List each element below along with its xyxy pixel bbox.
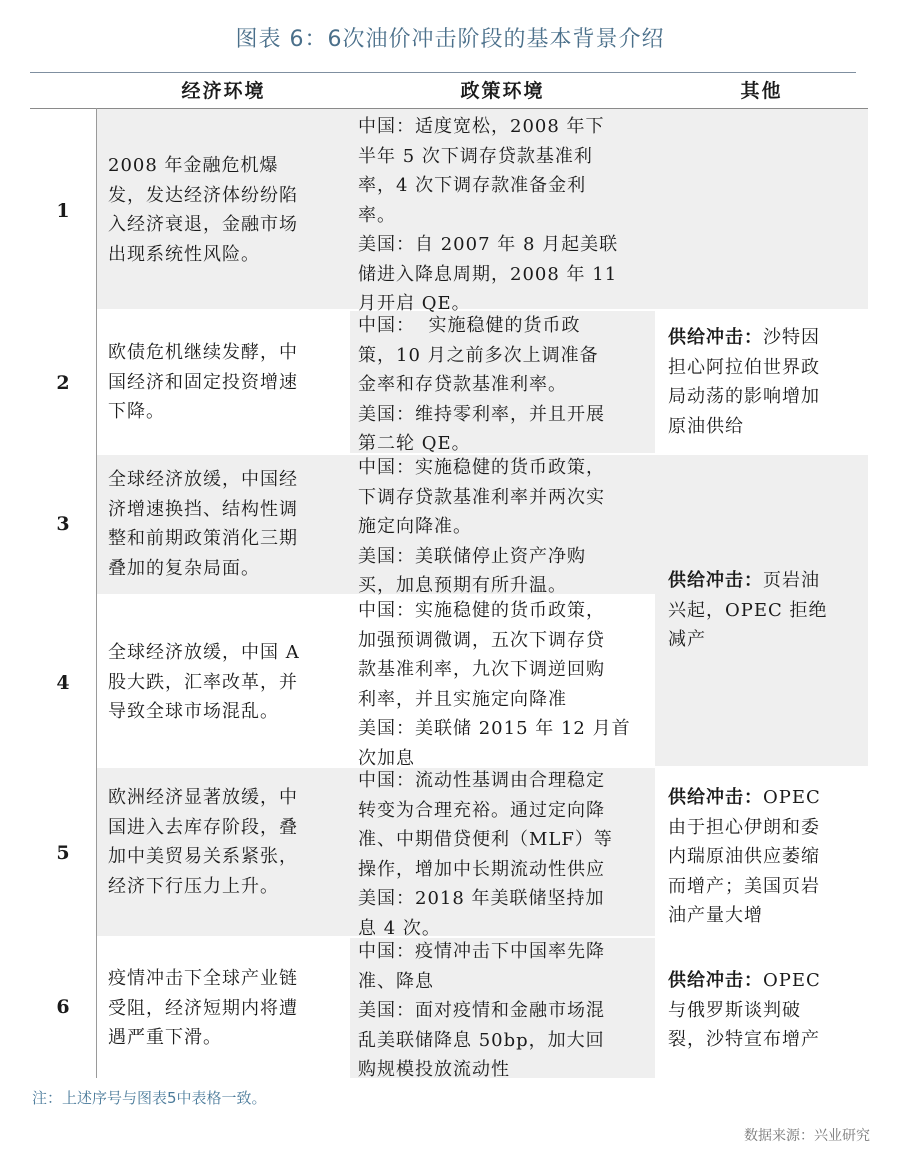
policy-cell: 中国：实施稳健的货币政策， 加强预调微调，五次下调存贷 款基准利率，九次下调逆回购 利率，并且实施定向降准 美国：美联储 2015 年 12 月首 次加息	[358, 600, 631, 769]
policy-cell: 中国：流动性基调由合理稳定 转变为合理充裕。通过定向降 准、中期借贷便利（MLF）等 操作，增加中长期流动性供应 美国：2018 年美联储坚持加 息 4 次。	[358, 770, 613, 939]
row-number: 5	[56, 842, 70, 864]
other-label: 供给冲击：	[668, 570, 763, 591]
other-label: 供给冲击：	[668, 787, 763, 808]
policy-cell: 中国： 实施稳健的货币政 策，10 月之前多次上调准备 金率和存贷款基准利率。 美国：维持零利率，并且开展 第二轮 QE。	[358, 315, 605, 454]
economy-cell: 欧债危机继续发酵，中 国经济和固定投资增速 下降。	[108, 342, 298, 422]
other-text: OPEC 与俄罗斯谈判破 裂，沙特宣布增产	[668, 970, 821, 1050]
header-economy: 经济环境	[181, 80, 266, 102]
other-cell	[668, 323, 866, 441]
policy-cell: 中国：疫情冲击下中国率先降 准、降息 美国：面对疫情和金融市场混 乱美联储降息 50bp，加大回 购规模投放流动性	[358, 941, 605, 1080]
footnote: 注：上述序号与图表5中表格一致。	[32, 1089, 267, 1107]
header-rule	[30, 108, 868, 109]
other-label: 供给冲击：	[668, 327, 763, 348]
row-number: 4	[56, 672, 70, 694]
policy-cell: 中国：实施稳健的货币政策， 下调存贷款基准利率并两次实 施定向降准。 美国：美联储停止资产净购 买，加息预期有所升温。	[358, 457, 605, 596]
other-text: 页岩油 兴起，OPEC 拒绝 减产	[668, 570, 828, 650]
economy-cell: 全球经济放缓，中国 A 股大跌，汇率改革，并 导致全球市场混乱。	[108, 642, 300, 722]
other-cell	[668, 566, 866, 655]
other-cell	[668, 783, 866, 931]
other-cell	[668, 966, 866, 1055]
row-number: 2	[56, 372, 70, 394]
economy-cell: 疫情冲击下全球产业链 受阻，经济短期内将遭 遇严重下滑。	[108, 968, 298, 1048]
row-number: 3	[56, 513, 70, 535]
other-text: OPEC 由于担心伊朗和委 内瑞原油供应萎缩 而增产；美国页岩 油产量大增	[668, 787, 821, 926]
economy-cell: 2008 年金融危机爆 发，发达经济体纷纷陷 入经济衰退，金融市场 出现系统性风险。	[108, 155, 298, 265]
policy-cell: 中国：适度宽松，2008 年下 半年 5 次下调存贷款基准利 率，4 次下调存款准备金利 率。 美国：自 2007 年 8 月起美联 储进入降息周期，2008 年 11 月开启 QE。	[358, 116, 619, 314]
header-other: 其他	[740, 80, 783, 102]
economy-cell: 欧洲经济显著放缓，中 国进入去库存阶段，叠 加中美贸易关系紧张， 经济下行压力上升。	[108, 787, 298, 897]
data-source: 数据来源：兴业研究	[744, 1128, 870, 1144]
row-number: 1	[56, 200, 70, 222]
top-rule	[30, 72, 856, 73]
economy-cell: 全球经济放缓，中国经 济增速换挡、结构性调 整和前期政策消化三期 叠加的复杂局面。	[108, 469, 298, 579]
other-text: 沙特因 担心阿拉伯世界政 局动荡的影响增加 原油供给	[668, 327, 820, 437]
number-column-divider	[96, 108, 97, 1078]
row-number: 6	[56, 996, 70, 1018]
table-title: 图表 6：6次油价冲击阶段的基本背景介绍	[235, 27, 665, 52]
other-label: 供给冲击：	[668, 970, 763, 991]
header-policy: 政策环境	[460, 80, 545, 102]
